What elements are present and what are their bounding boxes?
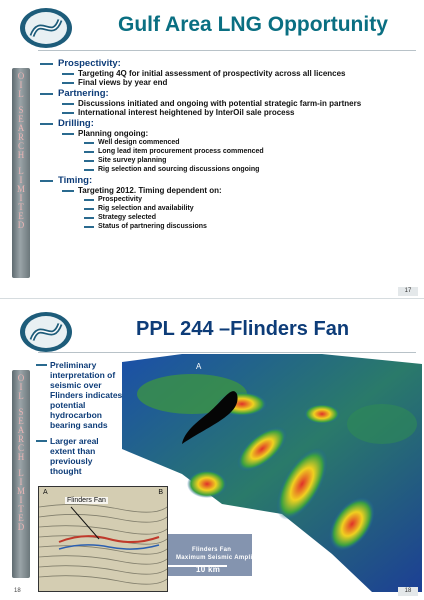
bullet-dash-icon xyxy=(84,208,94,210)
bullet-text: Drilling: xyxy=(58,118,94,129)
bullet-dash-icon xyxy=(40,63,53,65)
side-letter: I xyxy=(19,495,23,505)
inset-label: Flinders Fan xyxy=(67,497,106,504)
bullet-dash-icon xyxy=(62,112,74,114)
page-number-left: 18 xyxy=(14,588,21,594)
side-letter: E xyxy=(18,513,24,523)
side-letter: A xyxy=(17,123,25,133)
bullet-dash-icon xyxy=(84,226,94,228)
side-letter: L xyxy=(18,468,24,478)
bullet-level-3 xyxy=(36,222,406,231)
bullet-dash-icon xyxy=(40,180,53,182)
bullet-dash-icon xyxy=(62,82,74,84)
side-letter: I xyxy=(19,80,23,90)
inset-corner-b: B xyxy=(158,489,163,496)
side-letter: I xyxy=(19,477,23,487)
bullet-level-2 xyxy=(36,108,406,117)
bullet-text: Partnering: xyxy=(58,88,109,99)
bullet-dash-icon xyxy=(62,103,74,105)
slide-title: PPL 244 –Flinders Fan xyxy=(136,318,350,340)
bullet-dash-icon xyxy=(84,199,94,201)
bullet-level-2 xyxy=(36,129,406,138)
bullet-text: International interest heightened by InterOil sale process xyxy=(78,108,295,117)
map-caption-title: Flinders Fan xyxy=(192,547,232,553)
bullet-text: Prospectivity xyxy=(98,196,142,203)
bullet-dash-icon xyxy=(62,73,74,75)
side-letter: E xyxy=(18,114,24,124)
side-letter: S xyxy=(18,407,24,417)
map-corner-a: A xyxy=(196,362,202,371)
bullet-text: Planning ongoing: xyxy=(78,129,149,138)
bullet-dash-icon xyxy=(62,190,74,192)
bullet-dash-icon xyxy=(84,217,94,219)
bullet-dash-icon xyxy=(84,169,94,171)
side-letter: L xyxy=(18,166,24,176)
bullet-dash-icon xyxy=(84,160,94,162)
bullet-level-3 xyxy=(36,213,406,222)
bullet-level-2 xyxy=(36,78,406,87)
slide-title: Gulf Area LNG Opportunity xyxy=(118,13,388,36)
side-letter: I xyxy=(19,382,23,392)
bullet-text: Rig selection and availability xyxy=(98,205,194,212)
bullet-level-1 xyxy=(36,118,406,129)
bullet-text: Strategy selected xyxy=(98,214,156,221)
bullet-dash-icon xyxy=(40,123,53,125)
side-letter: R xyxy=(17,434,24,444)
company-side-bar xyxy=(12,68,30,278)
bullet-level-3 xyxy=(36,156,406,165)
side-letter: A xyxy=(17,425,25,435)
bullet-dash-icon xyxy=(36,364,47,366)
bullet-text: Larger areal extent than previously thought xyxy=(50,436,99,476)
bullet-item xyxy=(36,360,124,430)
side-letter: C xyxy=(17,443,24,453)
side-letter: I xyxy=(19,193,23,203)
side-letter: L xyxy=(18,391,24,401)
bullet-level-2 xyxy=(36,99,406,108)
bullet-text: Rig selection and sourcing discussions ongoing xyxy=(98,166,260,173)
bullet-text: Targeting 4Q for initial assessment of prospectivity across all licences xyxy=(78,69,346,78)
side-letter: I xyxy=(19,175,23,185)
side-letter: E xyxy=(18,211,24,221)
bullet-dash-icon xyxy=(36,440,47,442)
bullet-text: Long lead item procurement process commenced xyxy=(98,148,264,155)
bullet-text: Site survey planning xyxy=(98,157,167,164)
company-side-bar xyxy=(12,370,30,578)
side-letter: T xyxy=(18,504,24,514)
side-letter: M xyxy=(16,184,25,194)
bullet-text: Well design commenced xyxy=(98,139,180,146)
bullet-level-1 xyxy=(36,175,406,186)
slide-separator xyxy=(0,298,424,299)
side-letter: M xyxy=(16,486,25,496)
bullet-level-2 xyxy=(36,186,406,195)
page-number: 17 xyxy=(398,287,418,296)
side-letter: L xyxy=(18,89,24,99)
side-letter: T xyxy=(18,202,24,212)
bullet-dash-icon xyxy=(62,133,74,135)
bullet-level-2 xyxy=(36,69,406,78)
inset-corner-a: A xyxy=(43,489,48,496)
bullet-level-3 xyxy=(36,204,406,213)
bullet-dash-icon xyxy=(84,151,94,153)
bullet-list xyxy=(36,58,406,231)
bullet-list xyxy=(36,360,124,482)
seismic-section-inset xyxy=(38,486,168,592)
bullet-dash-icon xyxy=(40,93,53,95)
map-caption-subtitle: Maximum Seismic Amplitude xyxy=(176,555,267,561)
side-letter: D xyxy=(17,522,25,532)
side-letter: O xyxy=(17,71,25,81)
bullet-level-1 xyxy=(36,88,406,99)
map-corner-b: B xyxy=(330,570,336,579)
bullet-text: Final views by year end xyxy=(78,78,168,87)
side-letter: R xyxy=(17,132,24,142)
bullet-level-1 xyxy=(36,58,406,69)
side-letter: S xyxy=(18,105,24,115)
bullet-text: Prospectivity: xyxy=(58,58,121,69)
oil-search-logo xyxy=(18,310,74,354)
bullet-level-3 xyxy=(36,195,406,204)
title-divider xyxy=(38,352,416,353)
bullet-level-3 xyxy=(36,147,406,156)
bullet-dash-icon xyxy=(84,142,94,144)
side-letter: E xyxy=(18,416,24,426)
bullet-level-3 xyxy=(36,138,406,147)
map-scale-label: 10 km xyxy=(196,565,221,574)
side-letter: H xyxy=(17,150,25,160)
bullet-text: Timing: xyxy=(58,175,93,186)
slide-flinders-fan xyxy=(0,300,424,600)
oil-search-logo xyxy=(18,6,74,50)
bullet-text: Status of partnering discussions xyxy=(98,223,207,230)
bullet-item xyxy=(36,436,124,476)
title-divider xyxy=(38,50,416,51)
bullet-text: Targeting 2012. Timing dependent on: xyxy=(78,186,222,195)
side-letter: H xyxy=(17,452,25,462)
side-letter: O xyxy=(17,373,25,383)
bullet-level-3 xyxy=(36,165,406,174)
side-letter: C xyxy=(17,141,24,151)
side-letter: D xyxy=(17,220,25,230)
bullet-text: Discussions initiated and ongoing with potential strategic farm-in partners xyxy=(78,99,362,108)
page-number-right: 18 xyxy=(398,587,418,596)
bullet-text: Preliminary interpretation of seismic over Flinders indicates potential hydrocarbon bearing sands xyxy=(50,360,123,430)
